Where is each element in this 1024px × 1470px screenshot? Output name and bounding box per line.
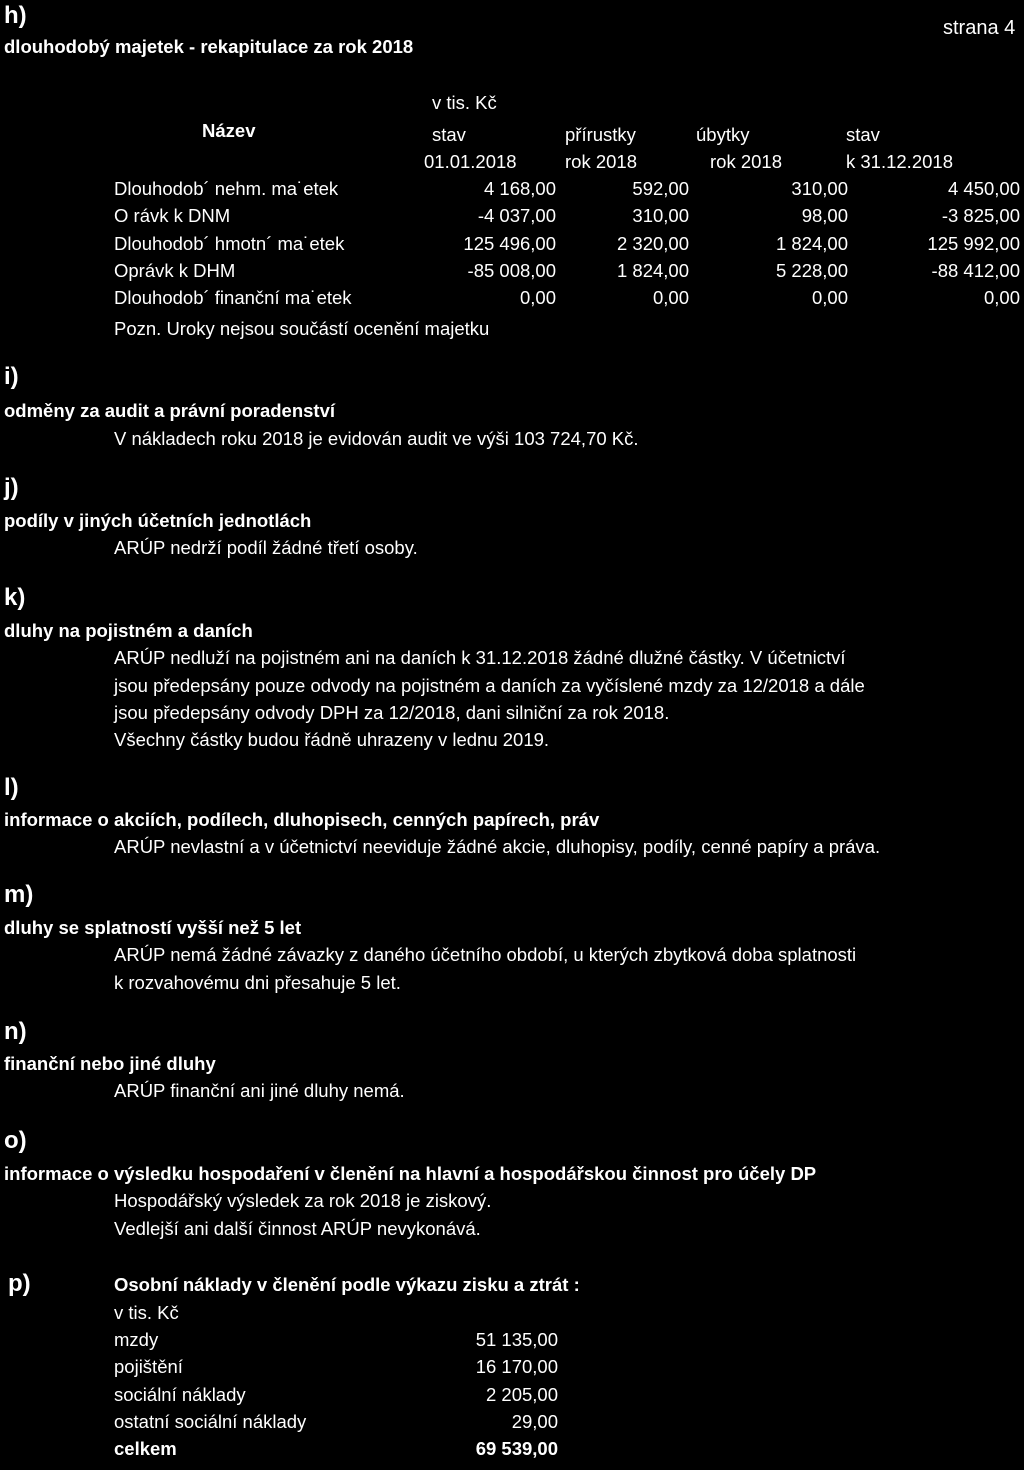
col-header-2b: rok 2018 [565, 151, 637, 172]
section-m-line: k rozvahovému dni přesahuje 5 let. [114, 972, 401, 993]
section-h-title: dlouhodobý majetek - rekapitulace za rok 2018 [4, 36, 414, 57]
asset-value-v1: 125 496,00 [463, 232, 556, 254]
section-n-letter: n) [4, 1018, 27, 1045]
col-header-4a: stav [846, 124, 880, 145]
asset-value-v3: 0,00 [811, 287, 848, 309]
section-l-line: ARÚP nevlastní a v účetnictví neeviduje žádné akcie, dluhopisy, podíly, cenné papíry a práva. [114, 836, 881, 857]
section-k-title: dluhy na pojistném a daních [4, 620, 253, 641]
section-m-line: ARÚP nemá žádné závazky z daného účetního období, u kterých zbytková doba splatnosti [114, 944, 857, 965]
asset-value-v1: -4 037,00 [477, 205, 556, 227]
asset-value-v2: 592,00 [632, 178, 689, 199]
total-label: celkem [114, 1438, 177, 1459]
section-j-line: ARÚP nedrží podíl žádné třetí osoby. [114, 537, 418, 558]
col-header-name: Název [202, 120, 256, 141]
section-l-title: informace o akciích, podílech, dluhopisech, cenných papírech, práv [4, 809, 600, 830]
section-i-line: V nákladech roku 2018 je evidován audit ve výši 103 724,70 Kč. [114, 428, 639, 449]
table-row [0, 287, 1024, 313]
table-row [0, 260, 1024, 286]
section-k-line: jsou předepsány odvody DPH za 12/2018, dani silniční za rok 2018. [114, 702, 670, 723]
asset-name: Dlouhodob´ hmotn´ ma˙etek [114, 232, 345, 254]
asset-name: Dlouhodob´ finanční ma˙etek [114, 287, 352, 309]
asset-value-v1: 0,00 [519, 287, 556, 309]
table-row [0, 205, 1024, 231]
section-k-line: Všechny částky budou řádně uhrazeny v lednu 2019. [114, 729, 550, 750]
section-k-line: ARÚP nedluží na pojistném ani na daních k 31.12.2018 žádné dlužné částky. V účetnictví [114, 647, 846, 668]
section-p-title: Osobní náklady v členění podle výkazu zisku a ztrát : [114, 1274, 580, 1295]
cost-label: ostatní sociální náklady [114, 1410, 307, 1432]
section-n-line: ARÚP finanční ani jiné dluhy nemá. [114, 1080, 405, 1101]
section-p-letter: p) [8, 1270, 31, 1297]
cost-value: 2 205,00 [485, 1383, 558, 1405]
cost-value: 51 135,00 [475, 1329, 558, 1350]
col-header-3b: rok 2018 [710, 151, 782, 172]
cost-label: sociální náklady [114, 1383, 246, 1405]
col-header-1a: stav [432, 124, 466, 145]
cost-label: mzdy [114, 1329, 159, 1350]
section-k-letter: k) [4, 584, 26, 611]
col-header-4b: k 31.12.2018 [846, 151, 953, 172]
section-l-letter: l) [4, 774, 19, 801]
cost-value: 29,00 [511, 1410, 558, 1432]
table-row [0, 233, 1024, 259]
section-n-title: finanční nebo jiné dluhy [4, 1053, 216, 1074]
section-o-line: Hospodářský výsledek za rok 2018 je ziskový. [114, 1190, 492, 1211]
total-value: 69 539,00 [475, 1438, 558, 1459]
asset-value-v2: 0,00 [652, 287, 689, 309]
table-row [0, 178, 1024, 204]
asset-value-v2: 310,00 [632, 205, 689, 227]
col-header-2a: přírustky [565, 124, 636, 145]
section-p-unit: v tis. Kč [114, 1302, 179, 1323]
asset-value-v2: 2 320,00 [616, 232, 689, 254]
asset-value-v4: -3 825,00 [941, 205, 1020, 227]
asset-value-v2: 1 824,00 [616, 259, 689, 281]
section-j-letter: j) [4, 474, 19, 501]
asset-value-v3: 98,00 [801, 205, 848, 227]
asset-value-v1: 4 168,00 [483, 178, 556, 199]
asset-value-v4: 4 450,00 [947, 178, 1020, 199]
section-m-letter: m) [4, 881, 34, 908]
cost-value: 16 170,00 [475, 1356, 558, 1378]
asset-name: Dlouhodob´ nehm. ma˙etek [114, 178, 339, 199]
asset-name: O rávk k DNM [114, 205, 231, 227]
section-o-title: informace o výsledku hospodaření v členění na hlavní a hospodářskou činnost pro účely DP [4, 1163, 817, 1184]
table-unit: v tis. Kč [432, 92, 497, 113]
col-header-3a: úbytky [696, 124, 750, 145]
section-o-line: Vedlejší ani další činnost ARÚP nevykonává. [114, 1218, 481, 1239]
cost-label: pojištění [114, 1356, 183, 1378]
asset-value-v3: 310,00 [791, 178, 848, 199]
section-i-title: odměny za audit a právní poradenství [4, 400, 336, 421]
asset-value-v3: 5 228,00 [775, 259, 848, 281]
asset-value-v3: 1 824,00 [775, 232, 848, 254]
section-k-line: jsou předepsány pouze odvody na pojistném a daních za vyčíslené mzdy za 12/2018 a dále [114, 675, 865, 696]
asset-value-v4: -88 412,00 [931, 259, 1020, 281]
asset-value-v4: 125 992,00 [927, 232, 1020, 254]
section-h-letter: h) [4, 2, 27, 29]
section-m-title: dluhy se splatností vyšší než 5 let [4, 917, 302, 938]
section-i-letter: i) [4, 363, 19, 390]
section-j-title: podíly v jiných účetních jednotlách [4, 510, 312, 531]
col-header-1b: 01.01.2018 [424, 151, 517, 172]
page-number: strana 4 [943, 17, 1016, 39]
asset-name: Oprávk k DHM [114, 259, 236, 281]
asset-value-v4: 0,00 [983, 287, 1020, 309]
section-o-letter: o) [4, 1127, 27, 1154]
asset-value-v1: -85 008,00 [467, 259, 556, 281]
table-note: Pozn. Uroky nejsou součástí ocenění majetku [114, 318, 490, 339]
